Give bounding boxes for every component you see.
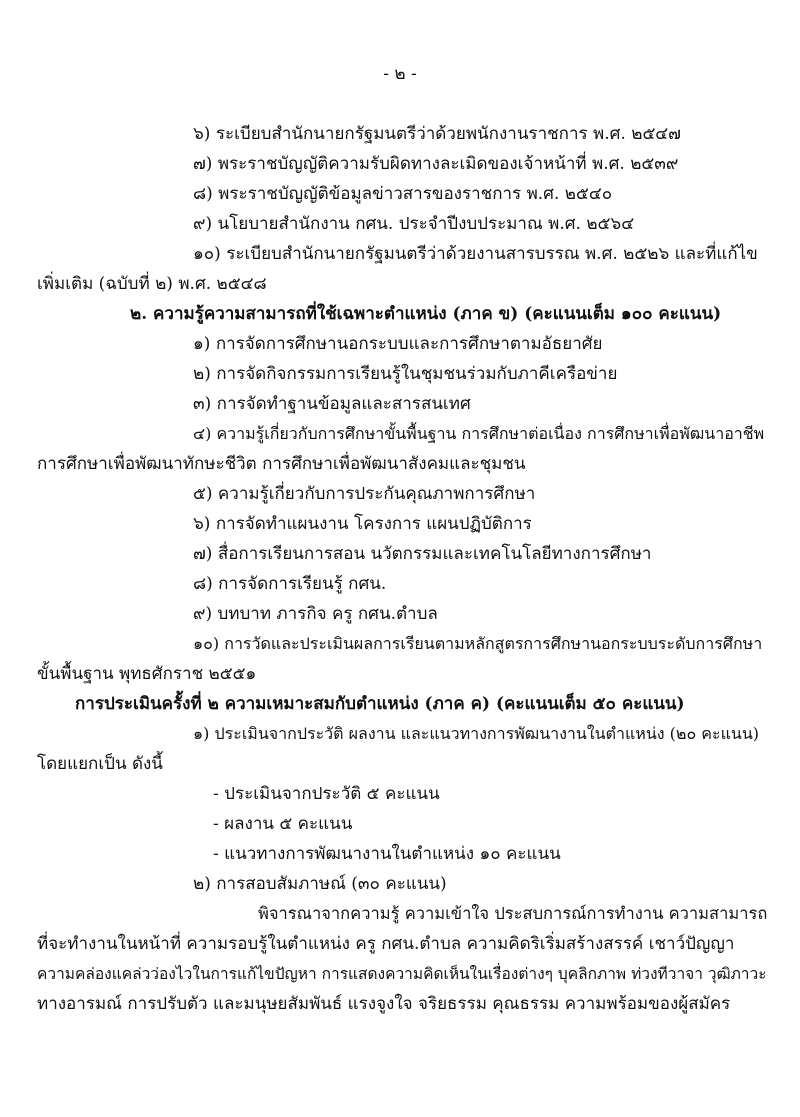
- list-item: ๔) ความรู้เกี่ยวกับการศึกษาขั้นพื้นฐาน การศึกษาต่อเนื่อง การศึกษาเพื่อพัฒนาอาชีพ: [193, 424, 765, 443]
- list-item: ๘) การจัดการเรียนรู้ กศน.: [193, 574, 387, 594]
- list-item: ๑๐) ระเบียบสำนักนายกรัฐมนตรีว่าด้วยงานสารบรรณ พ.ศ. ๒๕๒๖ และที่แก้ไข: [193, 244, 758, 264]
- list-item: ๖) การจัดทำแผนงาน โครงการ แผนปฏิบัติการ: [193, 514, 532, 534]
- page-number: - ๒ -: [383, 64, 417, 84]
- list-item-continuation: ขั้นพื้นฐาน พุทธศักราช ๒๕๕๑: [37, 664, 257, 684]
- list-item: ๑) ประเมินจากประวัติ ผลงาน และแนวทางการพัฒนางานในตำแหน่ง (๒๐ คะแนน): [193, 724, 760, 743]
- section-heading: การประเมินครั้งที่ ๒ ความเหมาะสมกับตำแหน่ง (ภาค ค) (คะแนนเต็ม ๕๐ คะแนน): [75, 694, 685, 714]
- list-item-continuation: โดยแยกเป็น ดังนี้: [37, 754, 163, 774]
- list-item-continuation: เพิ่มเติม (ฉบับที่ ๒) พ.ศ. ๒๕๔๘: [37, 274, 267, 294]
- list-item: ๙) บทบาท ภารกิจ ครู กศน.ตำบล: [193, 604, 438, 624]
- list-item: ๙) นโยบายสำนักงาน กศน. ประจำปีงบประมาณ พ.ศ. ๒๕๖๔: [193, 214, 635, 234]
- list-item: ๑) การจัดการศึกษานอกระบบและการศึกษาตามอัธยาศัย: [193, 334, 603, 354]
- list-item: ๖) ระเบียบสำนักนายกรัฐมนตรีว่าด้วยพนักงานราชการ พ.ศ. ๒๕๔๗: [193, 124, 681, 144]
- sub-list-item: - ผลงาน ๕ คะแนน: [213, 814, 353, 834]
- sub-list-item: - ประเมินจากประวัติ ๕ คะแนน: [213, 784, 440, 804]
- section-heading: ๒. ความรู้ความสามารถที่ใช้เฉพาะตำแหน่ง (ภาค ข) (คะแนนเต็ม ๑๐๐ คะแนน): [130, 304, 722, 324]
- list-item: ๒) การสอบสัมภาษณ์ (๓๐ คะแนน): [193, 874, 447, 894]
- list-item: ๕) ความรู้เกี่ยวกับการประกันคุณภาพการศึกษา: [193, 484, 536, 504]
- paragraph-line: ความคล่องแคล่วว่องไวในการแก้ไขปัญหา การแสดงความคิดเห็นในเรื่องต่างๆ บุคลิกภาพ ท่วงทีวาจา วุฒิภาวะ: [37, 965, 767, 983]
- list-item: ๘) พระราชบัญญัติข้อมูลข่าวสารของราชการ พ.ศ. ๒๕๔๐: [193, 184, 613, 204]
- paragraph-line: ที่จะทำงานในหน้าที่ ความรอบรู้ในตำแหน่ง ครู กศน.ตำบล ความคิดริเริ่มสร้างสรรค์ เชาว์ปัญญา: [37, 934, 735, 954]
- list-item: ๑๐) การวัดและประเมินผลการเรียนตามหลักสูตรการศึกษานอกระบบระดับการศึกษา: [193, 634, 763, 653]
- list-item: ๓) การจัดทำฐานข้อมูลและสารสนเทศ: [193, 394, 471, 414]
- list-item: ๗) สื่อการเรียนการสอน นวัตกรรมและเทคโนโลยีทางการศึกษา: [193, 544, 652, 564]
- sub-list-item: - แนวทางการพัฒนางานในตำแหน่ง ๑๐ คะแนน: [213, 844, 561, 864]
- list-item-continuation: การศึกษาเพื่อพัฒนาทักษะชีวิต การศึกษาเพื่อพัฒนาสังคมและชุมชน: [37, 454, 526, 474]
- list-item: ๒) การจัดกิจกรรมการเรียนรู้ในชุมชนร่วมกับภาคีเครือข่าย: [193, 364, 618, 384]
- paragraph-line: พิจารณาจากความรู้ ความเข้าใจ ประสบการณ์การทำงาน ความสามารถ: [258, 904, 768, 923]
- paragraph-line: ทางอารมณ์ การปรับตัว และมนุษยสัมพันธ์ แรงจูงใจ จริยธรรม คุณธรรม ความพร้อมของผู้สมัคร: [37, 994, 731, 1014]
- list-item: ๗) พระราชบัญญัติความรับผิดทางละเมิดของเจ้าหน้าที่ พ.ศ. ๒๕๓๙: [193, 154, 679, 174]
